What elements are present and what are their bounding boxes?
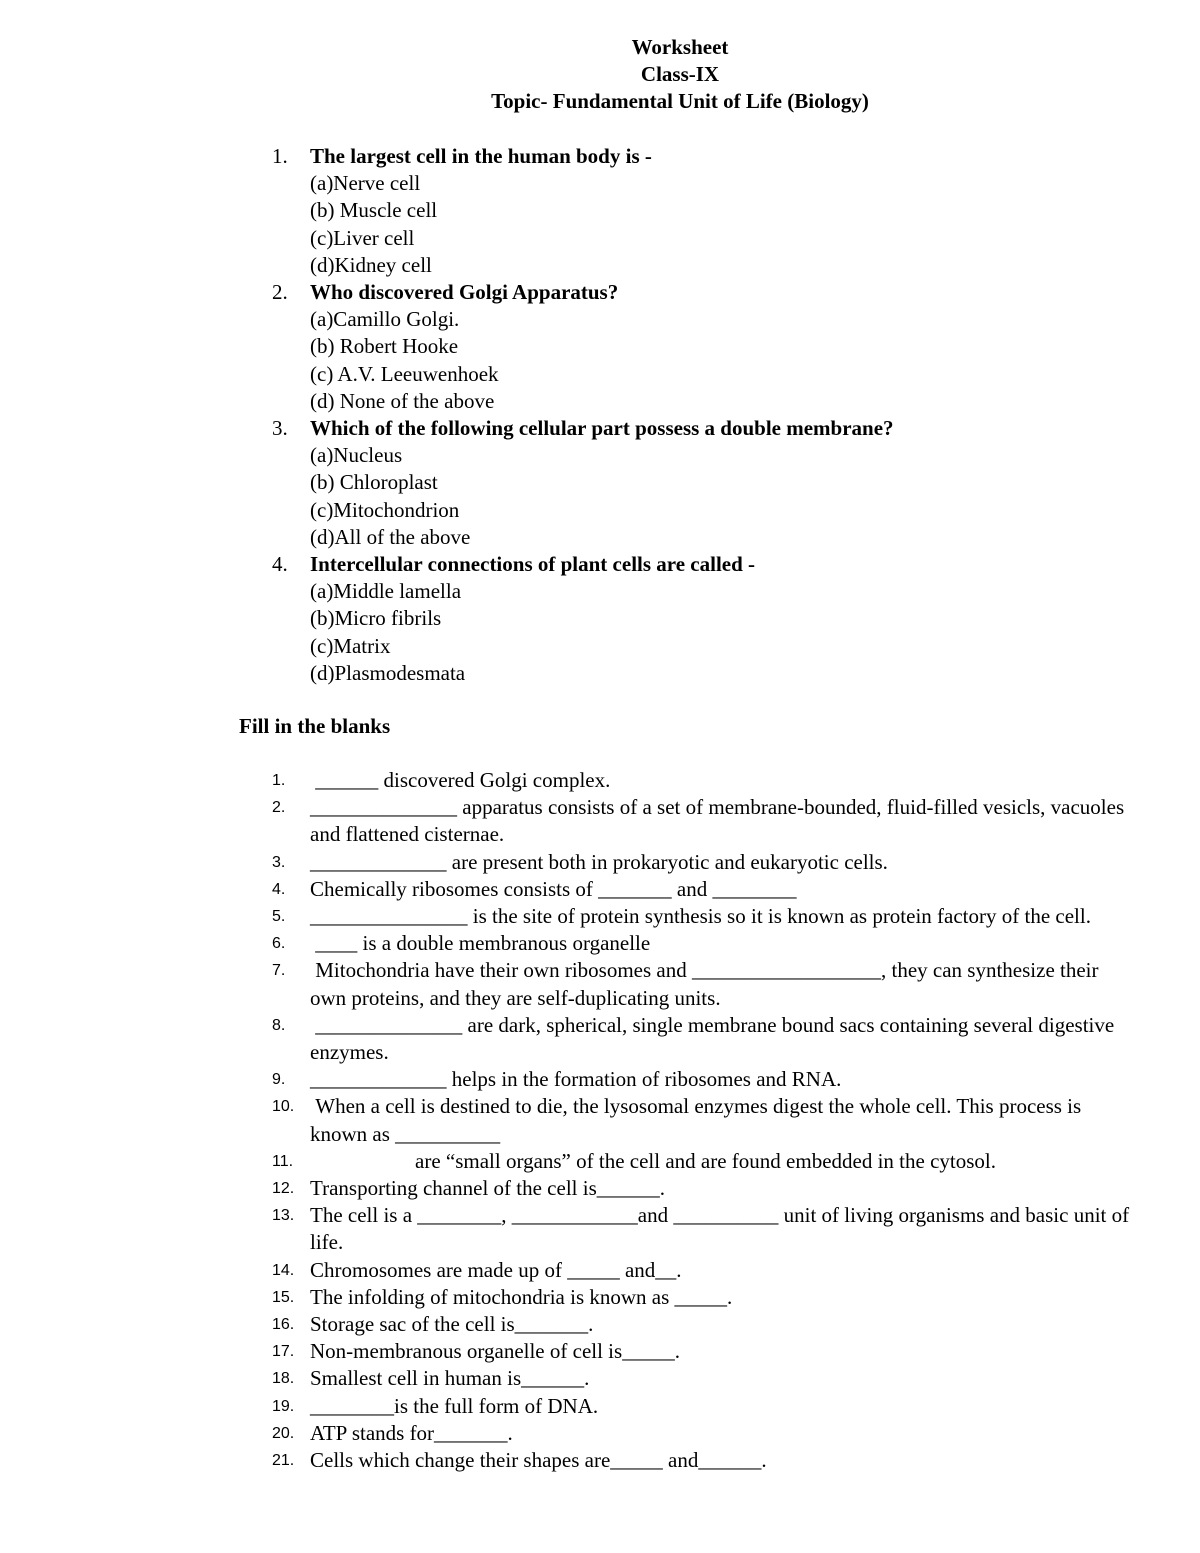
- item-number: 20.: [272, 1424, 295, 1442]
- item-number: 16.: [272, 1316, 295, 1334]
- option: (a)Middle lamella: [310, 579, 462, 604]
- blank-item: [272, 1066, 1132, 1093]
- blank-item: [272, 1393, 1132, 1420]
- item-text: Storage sac of the cell is_______.: [310, 1312, 594, 1337]
- item-text: ______________ are dark, spherical, single membrane bound sacs containing several digestive enzymes.: [310, 1012, 1120, 1065]
- blank-item: [272, 1365, 1132, 1392]
- item-text: Non-membranous organelle of cell is_____.: [310, 1339, 680, 1364]
- worksheet-title: Worksheet: [631, 35, 729, 59]
- item-text: ______________ apparatus consists of a set of membrane-bounded, fluid-filled vesicls, vacuoles and flattened cisternae.: [310, 795, 1130, 847]
- blank-item: [272, 1420, 1132, 1447]
- item-number: 3.: [272, 853, 286, 871]
- blank-item: [272, 876, 1132, 903]
- question-text: Who discovered Golgi Apparatus?: [310, 280, 619, 305]
- question-number: 3.: [272, 416, 288, 441]
- item-number: 13.: [272, 1207, 295, 1225]
- mcq-question: [272, 415, 1152, 551]
- mcq-question: [272, 143, 1152, 279]
- item-text: _____________ helps in the formation of ribosomes and RNA.: [310, 1067, 842, 1092]
- item-number: 5.: [272, 908, 286, 926]
- option: (a)Nucleus: [310, 443, 403, 468]
- mcq-question: [272, 551, 1152, 687]
- option: (a)Nerve cell: [310, 171, 421, 196]
- item-number: 2.: [272, 799, 286, 817]
- mcq-question: [272, 279, 1152, 415]
- class-label: Class-IX: [640, 62, 720, 86]
- item-number: 9.: [272, 1071, 286, 1089]
- blank-item: [272, 1338, 1132, 1365]
- item-number: 7.: [272, 962, 286, 980]
- item-text: The cell is a ________, ____________and __________ unit of living organisms and basic unit of life.: [310, 1203, 1135, 1255]
- question-number: 4.: [272, 552, 288, 577]
- item-number: 17.: [272, 1343, 295, 1361]
- blank-item: [272, 1175, 1132, 1202]
- item-text: Smallest cell in human is______.: [310, 1366, 590, 1391]
- mcq-list: [272, 143, 1152, 687]
- option: (d) None of the above: [310, 388, 495, 413]
- fill-in-blanks-list: [272, 767, 1135, 1474]
- item-text: ______ discovered Golgi complex.: [310, 768, 611, 792]
- option: (a)Camillo Golgi.: [310, 307, 460, 332]
- option: (d)All of the above: [310, 524, 471, 549]
- blank-item: [272, 1093, 1132, 1147]
- option: (c) A.V. Leeuwenhoek: [310, 361, 499, 386]
- item-text: Transporting channel of the cell is______.: [310, 1176, 666, 1201]
- option: (d)Plasmodesmata: [310, 660, 466, 685]
- item-number: 19.: [272, 1397, 295, 1415]
- item-text: ________is the full form of DNA.: [310, 1393, 599, 1418]
- option: (c)Matrix: [310, 633, 391, 658]
- item-number: 15.: [272, 1288, 295, 1306]
- blank-item: [272, 1148, 1132, 1175]
- question-number: 2.: [272, 280, 288, 305]
- worksheet-header: [0, 34, 1200, 115]
- blank-item: [272, 849, 1132, 876]
- option: (c)Liver cell: [310, 225, 415, 250]
- question-number: 1.: [272, 144, 288, 168]
- item-text: When a cell is destined to die, the lysosomal enzymes digest the whole cell. This process is known as __________: [310, 1094, 1087, 1146]
- blank-item: [272, 930, 1132, 957]
- item-text: _______________ is the site of protein synthesis so it is known as protein factory of the cell.: [310, 904, 1091, 929]
- question-text: The largest cell in the human body is -: [310, 144, 652, 168]
- option: (b) Robert Hooke: [310, 334, 459, 359]
- item-text: ATP stands for_______.: [310, 1420, 513, 1445]
- item-number: 6.: [272, 935, 286, 953]
- item-text: Chemically ribosomes consists of _______ and ________: [310, 876, 797, 901]
- item-text: are “small organs” of the cell and are found embedded in the cytosol.: [310, 1148, 996, 1173]
- option: (b)Micro fibrils: [310, 606, 442, 631]
- item-number: 10.: [272, 1098, 295, 1116]
- item-text: _____________ are present both in prokaryotic and eukaryotic cells.: [310, 849, 888, 874]
- item-text: Mitochondria have their own ribosomes and __________________, they can synthesize their own proteins, and they are self-duplicating units.: [310, 958, 1104, 1010]
- question-text: Which of the following cellular part possess a double membrane?: [310, 416, 894, 441]
- item-number: 11.: [272, 1152, 294, 1170]
- option: (b) Muscle cell: [310, 198, 438, 223]
- option: (b) Chloroplast: [310, 470, 438, 495]
- blank-item: [272, 1257, 1132, 1284]
- item-number: 4.: [272, 880, 286, 898]
- blank-item: [272, 1202, 1135, 1256]
- item-number: 18.: [272, 1370, 295, 1388]
- item-text: Cells which change their shapes are_____ and______.: [310, 1448, 767, 1473]
- blank-item: [272, 957, 1132, 1011]
- blank-item: [272, 1311, 1132, 1338]
- blank-item: [272, 1447, 1132, 1474]
- option: (d)Kidney cell: [310, 252, 432, 277]
- item-number: 12.: [272, 1180, 295, 1198]
- blank-item: [272, 794, 1132, 848]
- topic-label: Topic- Fundamental Unit of Life (Biology): [491, 89, 869, 113]
- blank-item: [272, 1284, 1132, 1311]
- item-text: Chromosomes are made up of _____ and__.: [310, 1257, 682, 1282]
- item-text: ____ is a double membranous organelle: [310, 931, 651, 956]
- item-text: The infolding of mitochondria is known as _____.: [310, 1284, 733, 1309]
- option: (c)Mitochondrion: [310, 497, 460, 522]
- question-text: Intercellular connections of plant cells are called -: [310, 552, 756, 577]
- item-number: 21.: [272, 1452, 295, 1470]
- blank-item: [272, 903, 1132, 930]
- item-number: 8.: [272, 1016, 286, 1034]
- item-number: 1.: [272, 772, 286, 789]
- fill-in-blanks-heading: Fill in the blanks: [239, 714, 391, 738]
- blank-item: [272, 767, 1132, 794]
- blank-item: [272, 1012, 1132, 1066]
- item-number: 14.: [272, 1261, 295, 1279]
